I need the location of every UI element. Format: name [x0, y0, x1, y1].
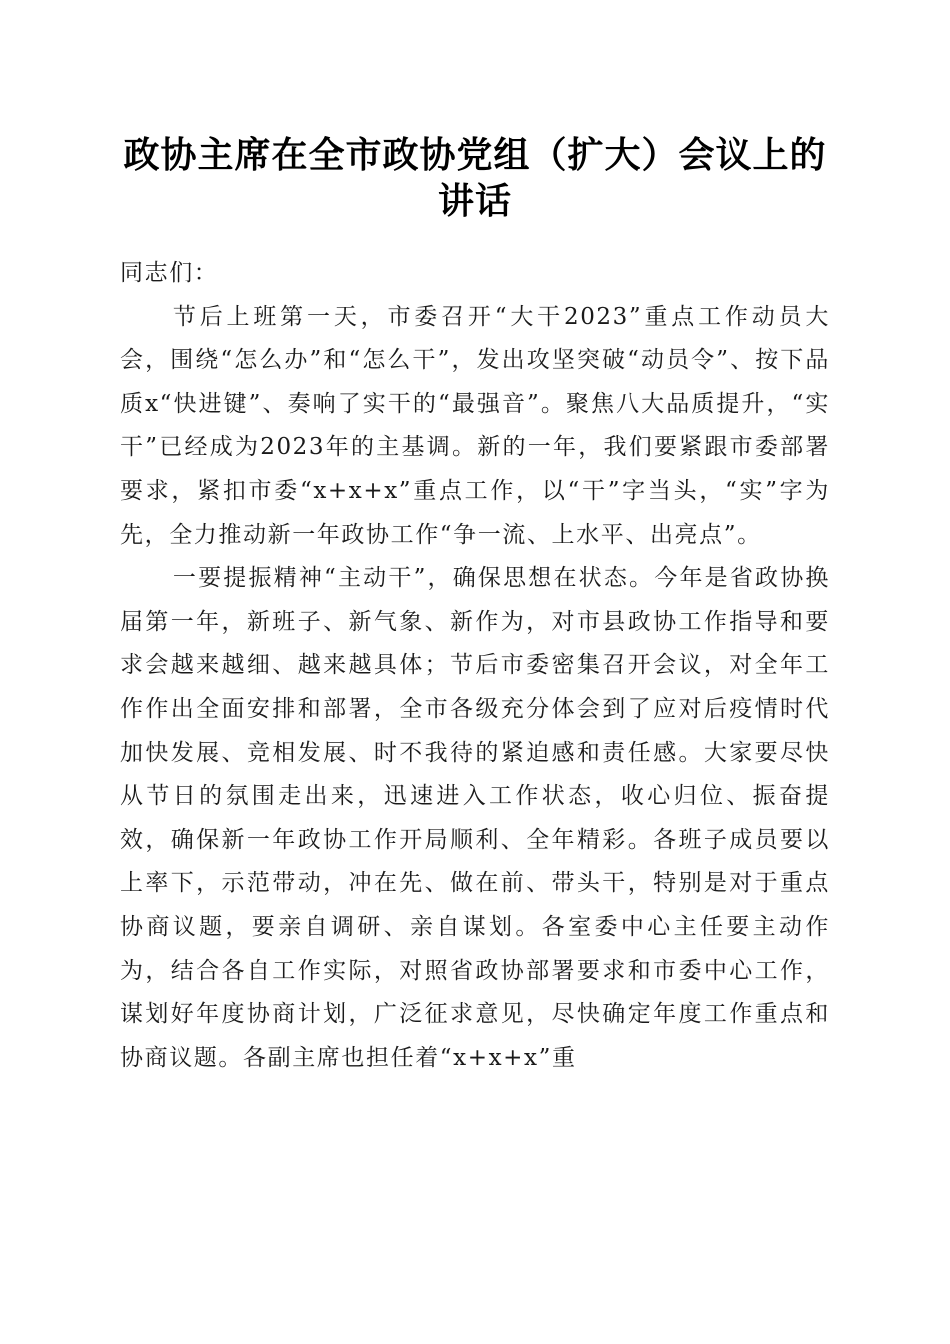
paragraph: 一要提振精神“主动干”，确保思想在状态。今年是省政协换届第一年，新班子、新气象、新作为，对市县政协工作指导和要求会越来越细、越来越具体；节后市委密集召开会议，对全年工作作出全面安排和部署，全市各级充分体会到了应对后疫情时代加快发展、竞相发展、时不我待的紧迫感和责任感。大家要尽快从节日的氛围走出来，迅速进入工作状态，收心归位、振奋提效，确保新一年政协工作开局顺利、全年精彩。各班子成员要以上率下，示范带动，冲在先、做在前、带头干，特别是对于重点协商议题，要亲自调研、亲自谋划。各室委中心主任要主动作为，结合各自工作实际，对照省政协部署要求和市委中心工作，谋划好年度协商计划，广泛征求意见，尽快确定年度工作重点和协商议题。各副主席也担任着“x+x+x”重 — [120, 565, 830, 1071]
document-title: 政协主席在全市政协党组（扩大）会议上的讲话 — [123, 134, 827, 222]
salutation: 同志们： — [120, 260, 219, 286]
paragraph: 节后上班第一天，市委召开“大干2023”重点工作动员大会，围绕“怎么办”和“怎么干”，发出攻坚突破“动员令”、按下品质x“快进键”、奏响了实干的“最强音”。聚焦八大品质提升，“实干”已经成为2023年的主基调。新的一年，我们要紧跟市委部署要求，紧扣市委“x+x+x”重点工作，以“干”字当头，“实”字为先，全力推动新一年政协工作“争一流、上水平、出亮点”。 — [120, 303, 830, 548]
document-body — [120, 252, 830, 1080]
